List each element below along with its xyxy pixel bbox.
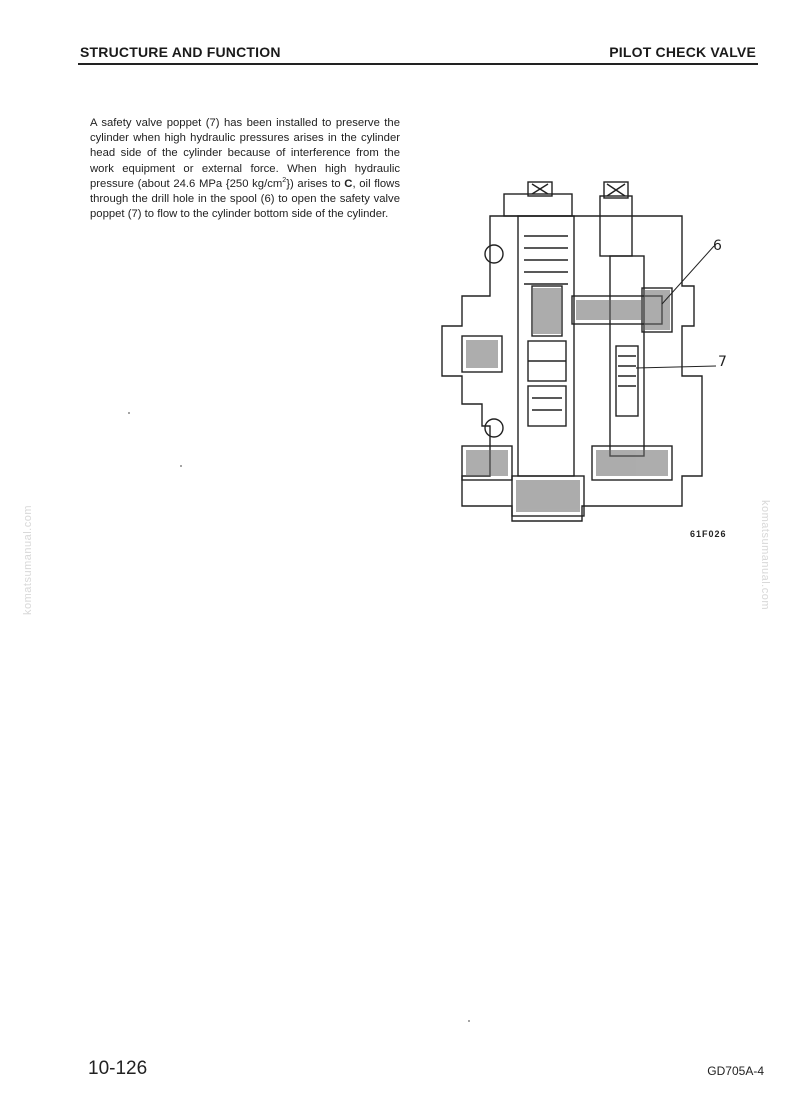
body-text-part3: , oil flows through the drill hole in the spool (6) to open the safety valve poppet (7) to flow to the cylinder bottom side of the cylinder. (90, 177, 400, 221)
body-text-port-label: C (344, 177, 353, 190)
section-title: STRUCTURE AND FUNCTION (80, 44, 281, 60)
speck (180, 465, 182, 467)
header-rule (78, 63, 758, 65)
pilot-check-valve-diagram (432, 176, 752, 526)
page-number: 10-126 (88, 1058, 148, 1079)
right-cap (600, 196, 632, 256)
left-cap (504, 194, 572, 216)
leader-line-7 (636, 366, 716, 368)
callout-7: 7 (718, 354, 727, 370)
model-code: GD705A-4 (707, 1064, 764, 1078)
mount-hole-top (485, 245, 503, 263)
body-paragraph (90, 116, 400, 222)
watermark-right: komatsumanual.com (759, 500, 771, 610)
leader-line-6 (662, 246, 714, 304)
body-text-part2: }) arises to (286, 177, 345, 190)
figure-id: 61F026 (690, 529, 727, 539)
mount-hole-bottom (485, 419, 503, 437)
watermark-left: komatsumanual.com (22, 505, 34, 615)
speck (468, 1020, 470, 1022)
topic-title: PILOT CHECK VALVE (609, 44, 756, 60)
speck (128, 412, 130, 414)
body-text-superscript: 2 (282, 177, 287, 185)
callout-6: 6 (713, 238, 722, 254)
body-text-part1: A safety valve poppet (7) has been installed to preserve the cylinder when high hydraulic pressures arises in the cylinder head side of the cylinder because of interference from the work equipment or external force. When high hydraulic pressure (about 24.6 MPa {250 kg/cm (90, 117, 400, 190)
